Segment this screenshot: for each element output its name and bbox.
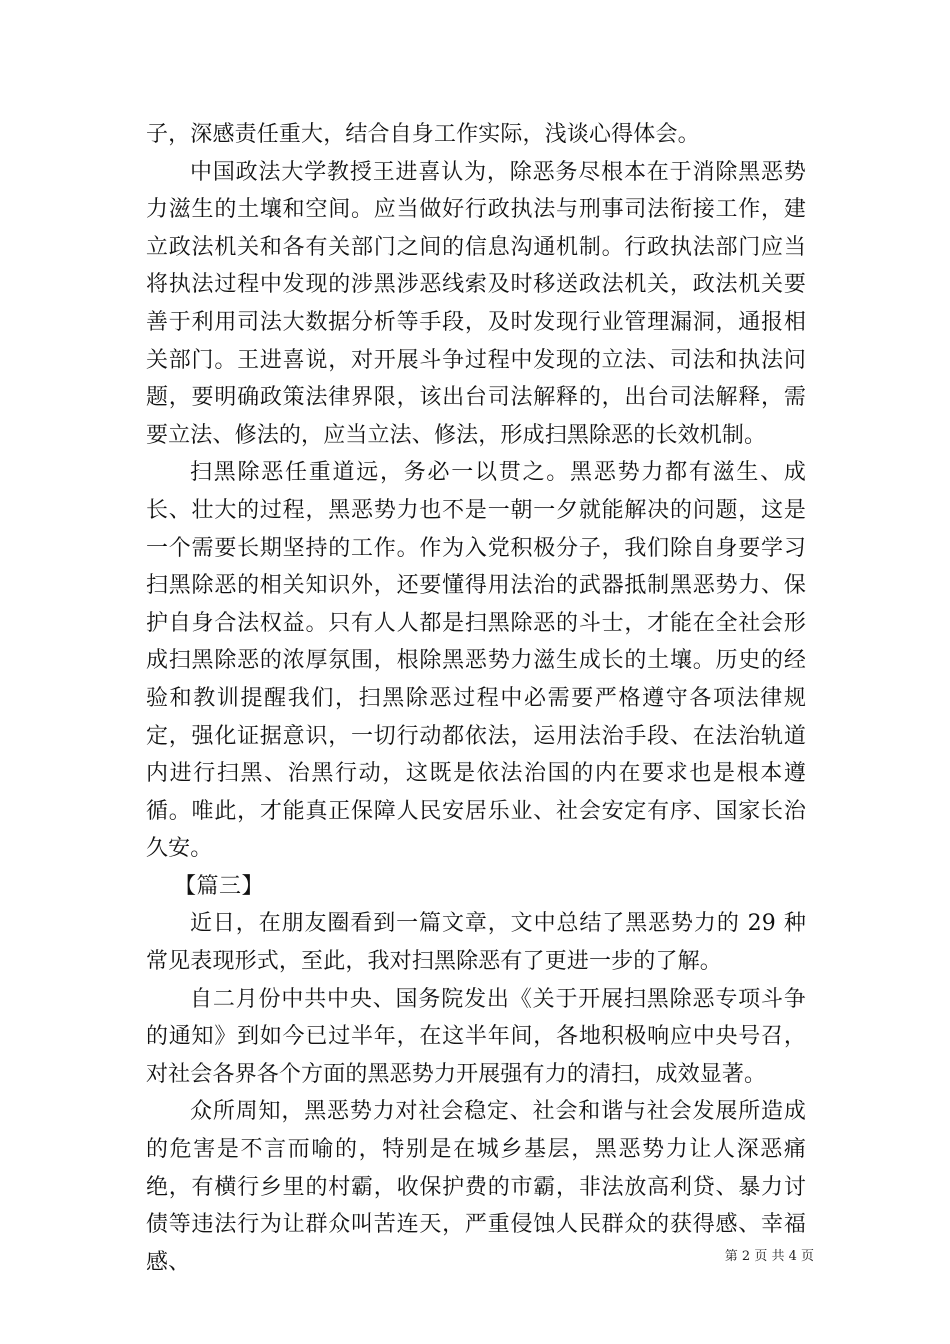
paragraph-wang-jinxi: 中国政法大学教授王进喜认为，除恶务尽根本在于消除黑恶势力滋生的土壤和空间。应当做好行政执法与刑事司法衔接工作，建立政法机关和各有关部门之间的信息沟通机制。行政执法部门应当将执法过程中发现的涉黑涉恶线索及时移送政法机关，政法机关要善于利用司法大数据分析等手段，及时发现行业管理漏洞，通报相关部门。王进喜说，对开展斗争过程中发现的立法、司法和执法问题，要明确政策法律界限，该出台司法解释的，出台司法解释，需要立法、修法的，应当立法、修法，形成扫黑除恶的长效机制。	[146, 159, 806, 448]
paragraph-long-term-task: 扫黑除恶任重道远，务必一以贯之。黑恶势力都有滋生、成长、壮大的过程，黑恶势力也不是一朝一夕就能解决的问题，这是一个需要长期坚持的工作。作为入党积极分子，我们除自身要学习扫黑除恶的相关知识外，还要懂得用法治的武器抵制黑恶势力、保护自身合法权益。只有人人都是扫黑除恶的斗士，才能在全社会形成扫黑除恶的浓厚氛围，根除黑恶势力滋生成长的土壤。历史的经验和教训提醒我们，扫黑除恶过程中必需要严格遵守各项法律规定，强化证据意识，一切行动都依法，运用法治手段、在法治轨道内进行扫黑、治黑行动，这既是依法治国的内在要求也是根本遵循。唯此，才能真正保障人民安居乐业、社会安定有序、国家长治久安。	[146, 460, 806, 862]
paragraph-recent-article: 近日，在朋友圈看到一篇文章，文中总结了黑恶势力的 29 种常见表现形式，至此，我对扫黑除恶有了更进一步的了解。	[146, 911, 806, 975]
page-number: 第 2 页 共 4 页	[724, 1249, 814, 1264]
paragraph-notice: 自二月份中共中央、国务院发出《关于开展扫黑除恶专项斗争的通知》到如今已过半年，在这半年间，各地积极响应中央号召，对社会各界各个方面的黑恶势力开展强有力的清扫，成效显著。	[146, 986, 806, 1087]
paragraph-harm: 众所周知，黑恶势力对社会稳定、社会和谐与社会发展所造成的危害是不言而喻的，特别是在城乡基层，黑恶势力让人深恶痛绝，有横行乡里的村霸，收保护费的市霸，非法放高利贷、暴力讨债等违法行为让群众叫苦连天，严重侵蚀人民群众的获得感、幸福感、	[146, 1099, 806, 1275]
document-body	[146, 116, 806, 1281]
paragraph-continuation: 子，深感责任重大，结合自身工作实际，浅谈心得体会。	[146, 122, 700, 147]
section-heading: 【篇三】	[174, 873, 265, 899]
